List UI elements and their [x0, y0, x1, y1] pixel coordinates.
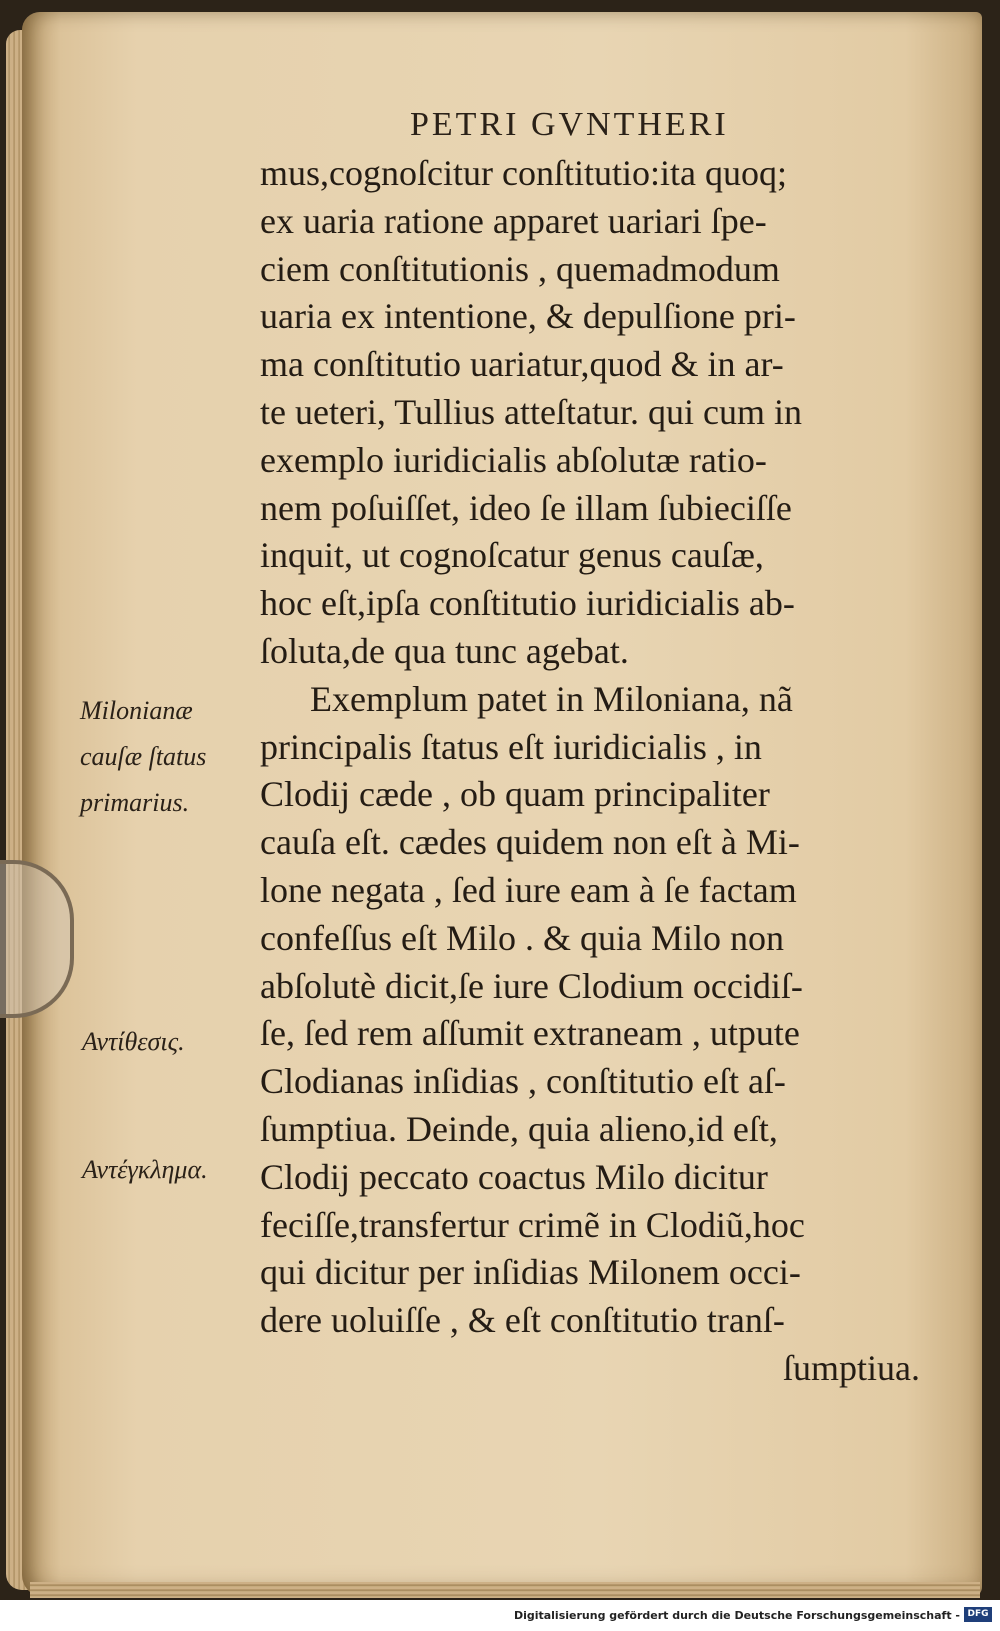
page-edges-bottom [30, 1582, 980, 1598]
body-text [260, 150, 960, 1393]
text-line: cauſa eſt. cædes quidem non eſt à Mi- [260, 822, 800, 863]
marginal-note [80, 688, 206, 826]
marginal-note-line: cauſæ ſtatus [80, 742, 207, 771]
text-line: ſoluta,de qua tunc agebat. [260, 630, 629, 671]
dfg-logo: DFG [964, 1607, 992, 1622]
text-line: Exemplum patet in Miloniana, nã [310, 678, 793, 719]
marginal-note-greek: Αντίθεσις. [82, 1027, 185, 1056]
text-line: abſolutè dicit,ſe iure Clodium occidiſ- [260, 965, 803, 1006]
text-line: te ueteri, Tullius atteſtatur. qui cum in [260, 391, 802, 432]
text-line: uaria ex intentione, & depulſione pri- [260, 296, 796, 337]
text-line: ex uaria ratione apparet uariari ſpe- [260, 200, 767, 241]
text-line: ſumptiua. Deinde, quia alieno,id eſt, [260, 1108, 778, 1149]
text-line: Clodij cæde , ob quam principaliter [260, 774, 770, 815]
text-line: Clodij peccato coactus Milo dicitur [260, 1156, 768, 1197]
text-line: ciem conſtitutionis , quemadmodum [260, 248, 780, 289]
text-line: exemplo iuridicialis abſolutæ ratio- [260, 439, 767, 480]
text-line: nem poſuiſſet, ideo ſe illam ſubieciſſe [260, 487, 792, 528]
text-line: ma conſtitutio uariatur,quod & in ar- [260, 344, 784, 385]
footer-credit: Digitalisierung gefördert durch die Deutsche Forschungsgemeinschaft - [513, 1609, 960, 1622]
text-line: ſumptiua. [783, 1347, 920, 1388]
text-line: ſe, ſed rem aſſumit extraneam , utpute [260, 1013, 800, 1054]
text-line: hoc eſt,ipſa conſtitutio iuridicialis ab- [260, 583, 795, 624]
text-line: confeſſus eſt Milo . & quia Milo non [260, 917, 784, 958]
text-line: mus,cognoſcitur conſtitutio:ita quoq; [260, 153, 787, 193]
text-line: dere uoluiſſe , & eſt conſtitutio tranſ- [260, 1300, 785, 1341]
text-line: feciſſe,transfertur crimẽ in Clodiũ,hoc [260, 1204, 805, 1245]
text-line: inquit, ut cognoſcatur genus cauſæ, [260, 535, 764, 576]
text-line: principalis ſtatus eſt iuridicialis , in [260, 726, 762, 767]
marginal-note-line: primarius. [80, 788, 190, 817]
marginal-note-line: Milonianæ [80, 696, 193, 725]
text-line: lone negata , ſed iure eam à ſe factam [260, 869, 797, 910]
marginal-note-greek: Αντέγκλημα. [82, 1155, 208, 1184]
text-line: qui dicitur per inſidias Milonem occi- [260, 1252, 801, 1293]
text-line: Clodianas inſidias , conſtitutio eſt aſ- [260, 1061, 786, 1102]
footer-bar [0, 1600, 1000, 1631]
running-header: PETRI GVNTHERI [410, 106, 729, 143]
